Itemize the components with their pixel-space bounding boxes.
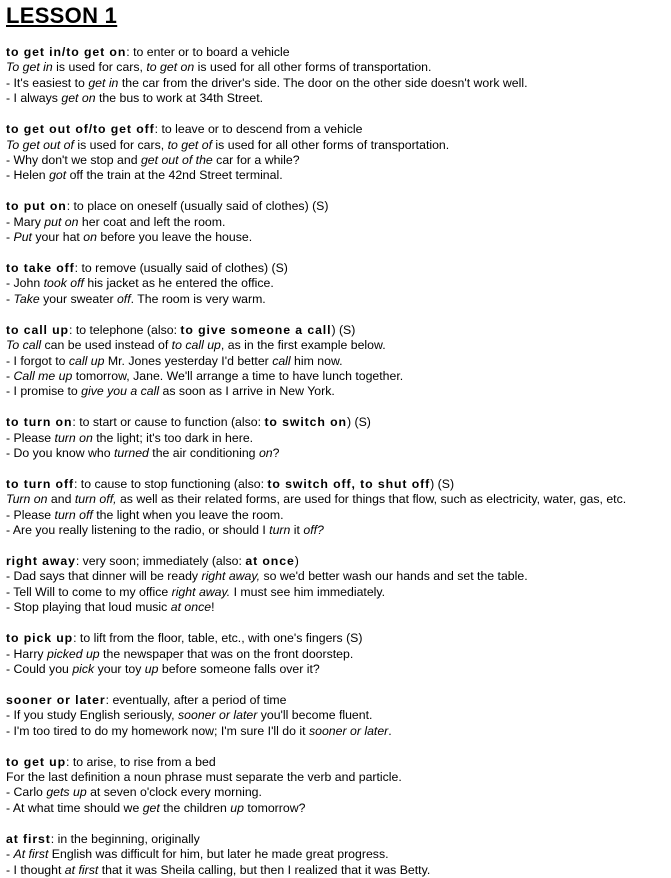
example-line — [6, 801, 668, 816]
italic-phrase: at once — [170, 600, 212, 615]
text-segment: off the train at the 42nd Street terminal. — [66, 168, 283, 183]
italic-phrase: to get of — [167, 137, 213, 152]
text-segment: I must see him immediately. — [230, 584, 386, 599]
text-segment: - Could you — [6, 662, 73, 676]
italic-phrase: turned — [114, 446, 149, 461]
idiom-definition-line — [6, 261, 668, 276]
idiom-definition-line — [6, 755, 668, 770]
italic-phrase: turn off — [54, 507, 93, 522]
text-segment: his jacket as he entered the office. — [83, 276, 274, 291]
text-segment: : to enter or to board a vehicle — [126, 45, 290, 59]
idiom-definition-line — [6, 477, 668, 492]
idiom-term: to put on — [6, 199, 67, 214]
text-segment: - Why don't we stop and — [6, 152, 141, 167]
text-segment: before someone falls over it? — [158, 662, 320, 676]
text-segment: - — [6, 847, 14, 862]
text-segment: English was difficult for him, but later he made great progress. — [48, 847, 389, 862]
italic-phrase: At first — [13, 847, 49, 862]
text-segment: before you leave the house. — [96, 230, 253, 245]
text-segment: - Stop playing that loud music — [6, 600, 171, 615]
text-segment: tomorrow, Jane. We'll arrange a time to have lunch together. — [72, 368, 404, 383]
idiom-term: at once — [245, 554, 295, 569]
idiom-definition-line — [6, 199, 668, 214]
text-segment: the light; it's too dark in here. — [92, 430, 254, 445]
text-segment: ) (S) — [430, 476, 455, 491]
idiom-term: right away — [6, 554, 76, 569]
italic-phrase: turn on — [54, 430, 93, 445]
idiom-definition-line — [6, 554, 668, 569]
text-segment: that it was Sheila calling, but then I realized that it was Betty. — [98, 862, 431, 877]
example-line — [6, 153, 668, 168]
idiom-entry — [6, 755, 668, 817]
text-segment: is used for cars, — [73, 137, 168, 152]
text-segment: - At what time should we — [6, 800, 143, 815]
example-line — [6, 369, 668, 384]
text-segment: can be used instead of — [41, 338, 172, 353]
italic-phrase: Put — [13, 230, 32, 245]
text-segment: - — [6, 368, 14, 383]
example-line — [6, 384, 668, 399]
text-segment: : eventually, after a period of time — [105, 692, 287, 707]
example-line — [6, 492, 668, 507]
example-line — [6, 446, 668, 461]
example-line — [6, 230, 668, 245]
example-line — [6, 138, 668, 153]
idiom-entry — [6, 554, 668, 616]
text-segment: the light when you leave the room. — [92, 507, 284, 522]
example-line — [6, 215, 668, 230]
italic-phrase: to call up — [171, 338, 221, 353]
text-segment: as well as their related forms, are used for things that flow, such as electricity, water, gas, etc. — [116, 492, 627, 507]
text-segment: - Please — [6, 430, 55, 445]
italic-phrase: off? — [303, 523, 324, 538]
text-segment: is used for all other forms of transportation. — [194, 60, 432, 75]
italic-phrase: turn — [269, 523, 291, 538]
example-line — [6, 76, 668, 91]
text-segment: - It's easiest to — [6, 75, 89, 90]
idiom-definition-line — [6, 323, 668, 338]
text-segment: . The room is very warm. — [130, 291, 266, 306]
italic-phrase: on — [258, 446, 273, 461]
text-segment: the children — [159, 800, 231, 815]
text-segment: - Do you know who — [6, 446, 114, 461]
text-segment: your hat — [31, 230, 84, 245]
idiom-term: sooner or later — [6, 692, 106, 707]
text-segment: him now. — [290, 353, 343, 368]
lesson-page — [6, 3, 668, 878]
text-segment: - I always — [6, 91, 62, 106]
italic-phrase: up — [144, 662, 159, 676]
text-segment: - Mary — [6, 214, 45, 229]
text-segment: your sweater — [39, 291, 117, 306]
text-segment: tomorrow? — [243, 800, 306, 815]
example-line — [6, 847, 668, 862]
idiom-term: to turn off — [6, 476, 74, 491]
example-line — [6, 662, 668, 677]
italic-phrase: Call me up — [13, 368, 73, 383]
idiom-term: to switch on — [264, 415, 347, 430]
text-segment: as soon as I arrive in New York. — [159, 384, 335, 399]
entries-list — [6, 45, 668, 878]
text-segment: the bus to work at 34th Street. — [95, 91, 264, 106]
text-segment: - Please — [6, 507, 55, 522]
example-line — [6, 431, 668, 446]
idiom-definition-line — [6, 693, 668, 708]
text-segment: , as in the first example below. — [220, 338, 386, 353]
example-line — [6, 168, 668, 183]
idiom-term: to call up — [6, 322, 69, 337]
italic-phrase: get — [142, 800, 160, 815]
text-segment: your toy — [94, 662, 145, 676]
idiom-entry — [6, 477, 668, 539]
example-line — [6, 585, 668, 600]
text-segment: is used for all other forms of transportation. — [212, 137, 450, 152]
idiom-term: to pick up — [6, 631, 74, 646]
idiom-definition-line — [6, 832, 668, 847]
text-segment: - I'm too tired to do my homework now; I'm sure I'll do it — [6, 723, 309, 738]
idiom-definition-line — [6, 122, 668, 137]
text-segment: car for a while? — [212, 152, 300, 167]
italic-phrase: get out of the — [140, 152, 213, 167]
idiom-term: to take off — [6, 260, 75, 275]
idiom-term: to give someone a call — [180, 322, 332, 337]
example-line — [6, 523, 668, 538]
italic-phrase: off — [116, 291, 131, 306]
idiom-entry — [6, 261, 668, 307]
italic-phrase: turn off, — [74, 492, 117, 507]
text-segment: : in the beginning, originally — [50, 831, 200, 846]
italic-phrase: sooner or later — [178, 708, 258, 723]
italic-phrase: call up — [68, 353, 105, 368]
text-segment: is used for cars, — [52, 60, 147, 75]
text-segment: - Are you really listening to the radio, or should I — [6, 523, 270, 538]
italic-phrase: give you a call — [81, 384, 160, 399]
text-segment: you'll become fluent. — [257, 708, 373, 723]
text-segment: - Carlo — [6, 785, 47, 800]
text-segment: : to leave or to descend from a vehicle — [154, 122, 363, 137]
text-segment: - I thought — [6, 862, 65, 877]
idiom-entry — [6, 415, 668, 461]
text-segment: - Helen — [6, 168, 50, 183]
text-segment: - — [6, 230, 14, 245]
text-segment: - Harry — [6, 646, 47, 661]
italic-phrase: pick — [72, 662, 95, 676]
example-line — [6, 647, 668, 662]
text-segment: ) — [294, 554, 299, 569]
italic-phrase: get in — [88, 75, 119, 90]
text-segment: ! — [211, 600, 215, 615]
italic-phrase: put on — [44, 214, 79, 229]
italic-phrase: right away, — [201, 569, 261, 584]
text-segment: : to start or cause to function (also: — [72, 415, 265, 430]
example-line — [6, 508, 668, 523]
text-segment: the air conditioning — [148, 446, 259, 461]
italic-phrase: at first — [64, 862, 99, 877]
italic-phrase: gets up — [46, 785, 87, 800]
text-segment: - Tell Will to come to my office — [6, 584, 172, 599]
text-segment: For the last definition a noun phrase must separate the verb and particle. — [6, 770, 402, 785]
text-segment: her coat and left the room. — [78, 214, 226, 229]
idiom-entry — [6, 693, 668, 739]
text-segment: - I promise to — [6, 384, 82, 399]
italic-phrase: Turn on — [6, 492, 48, 507]
idiom-entry — [6, 631, 668, 677]
italic-phrase: To get in — [6, 60, 53, 75]
idiom-term: to get in/to get on — [6, 45, 127, 59]
text-segment: - Dad says that dinner will be ready — [6, 569, 202, 584]
text-segment: : to arise, to rise from a bed — [66, 754, 216, 769]
example-line — [6, 292, 668, 307]
example-line — [6, 91, 668, 106]
idiom-entry — [6, 45, 668, 107]
text-segment: : to place on oneself (usually said of clothes) (S) — [66, 199, 329, 214]
italic-phrase: To call — [6, 338, 42, 353]
italic-phrase: up — [230, 800, 244, 815]
italic-phrase: took off — [43, 276, 84, 291]
text-segment: : to lift from the floor, table, etc., with one's fingers (S) — [73, 631, 363, 646]
italic-phrase: right away. — [171, 584, 231, 599]
italic-phrase: To get out of — [6, 137, 74, 152]
example-line — [6, 354, 668, 369]
italic-phrase: got — [49, 168, 67, 183]
idiom-definition-line — [6, 415, 668, 430]
text-segment: ) (S) — [331, 322, 356, 337]
idiom-entry — [6, 199, 668, 245]
text-segment: . — [388, 723, 392, 738]
idiom-entry — [6, 832, 668, 878]
italic-phrase: picked up — [47, 646, 100, 661]
idiom-definition-line — [6, 45, 668, 60]
italic-phrase: Take — [13, 291, 40, 306]
idiom-term: to turn on — [6, 415, 73, 430]
example-line — [6, 569, 668, 584]
text-segment: - — [6, 291, 14, 306]
idiom-entry — [6, 122, 668, 184]
text-segment: - I forgot to — [6, 353, 69, 368]
example-line — [6, 60, 668, 75]
text-segment: it — [290, 523, 304, 538]
example-line — [6, 863, 668, 878]
example-line — [6, 724, 668, 739]
example-line — [6, 770, 668, 785]
italic-phrase: to get on — [146, 60, 195, 75]
text-segment: and — [47, 492, 75, 507]
text-segment: at seven o'clock every morning. — [86, 785, 262, 800]
text-segment: ? — [272, 446, 280, 461]
text-segment: the newspaper that was on the front doorstep. — [99, 646, 354, 661]
idiom-term: to get out of/to get off — [6, 122, 155, 137]
page-title: LESSON 1 — [6, 3, 118, 28]
italic-phrase: call — [272, 353, 291, 368]
text-segment: Mr. Jones yesterday I'd better — [104, 353, 273, 368]
text-segment: : to remove (usually said of clothes) (S) — [74, 260, 288, 275]
idiom-definition-line — [6, 631, 668, 646]
italic-phrase: get on — [61, 91, 96, 106]
idiom-entry — [6, 323, 668, 400]
italic-phrase: on — [83, 230, 97, 245]
example-line — [6, 785, 668, 800]
example-line — [6, 708, 668, 723]
example-line — [6, 338, 668, 353]
text-segment: : very soon; immediately (also: — [75, 554, 246, 569]
example-line — [6, 276, 668, 291]
text-segment: - John — [6, 276, 44, 291]
idiom-term: to switch off, to shut off — [267, 476, 431, 491]
idiom-term: at first — [6, 831, 51, 846]
example-line — [6, 600, 668, 615]
text-segment: : to telephone (also: — [68, 322, 181, 337]
text-segment: - If you study English seriously, — [6, 708, 179, 723]
idiom-term: to get up — [6, 754, 67, 769]
text-segment: the car from the driver's side. The door on the other side doesn't work well. — [118, 75, 528, 90]
text-segment: so we'd better wash our hands and set the table. — [260, 569, 528, 584]
text-segment: ) (S) — [346, 415, 371, 430]
italic-phrase: sooner or later — [308, 723, 389, 738]
text-segment: : to cause to stop functioning (also: — [73, 476, 268, 491]
